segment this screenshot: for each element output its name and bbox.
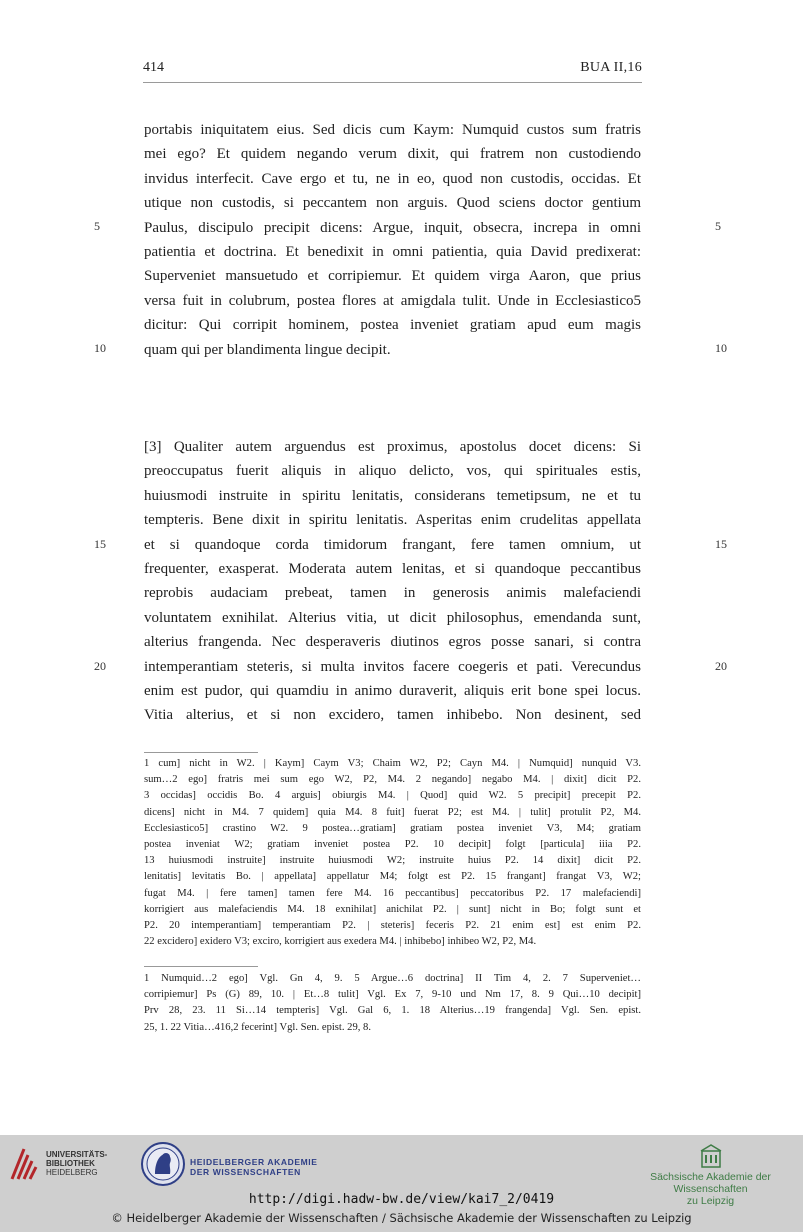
page-number: 414 [143,60,164,75]
source-line: 1 Numquid…2 ego] Vgl. Gn 4, 9. 5 Argue…6 doctrina] II Tim 4, 2. 7 Superveniet… [144,973,641,984]
apparatus-line: 3 occidas] occidis Bo. 4 arguis] obiurgis M4. | Quod] quid W2. 5 precipit] precepit P2. [144,790,641,802]
text-line: invidus interfecit. Cave ergo et tu, ne in eo, quod non custodis, occidas. Et [144,170,641,187]
saxon-academy-city: zu Leipzig [686,1195,735,1207]
text-line: quam qui per blandimenta lingue decipit. [144,341,391,358]
text-line: utique non custodis, si peccantem non arguis. Quod sciens doctor gentium [144,195,641,212]
page-header [143,60,642,83]
text-line: reprobis audaciam prebeat, tamen in generosis animis malefaciendi [144,585,641,602]
sources-divider [144,966,258,967]
text-line: alterius frangenda. Nec desperaveris diutinos egros posse sanari, si contra [144,634,641,651]
line-number-left: 20 [94,659,106,673]
line-number-right: 20 [715,659,727,673]
library-emblem-icon [10,1145,40,1181]
line-number-right: 5 [715,219,721,233]
copyright-notice: © Heidelberger Akademie der Wissenschaften / Sächsische Akademie der Wissenschaften zu Leipzig [111,1211,692,1225]
library-logo-text [46,1150,107,1177]
source-line: Prv 28, 23. 11 Si…14 tempteris] Vgl. Gal 6, 1. 18 Alterius…19 frangenda] Vgl. Sen. epist. [144,1005,641,1017]
apparatus-line: P2. 20 intemperantiam] temperantiam P2. | steteris] feceris P2. 21 enim est] est enim P2. [144,920,641,932]
text-line: mei ego? Et quidem negando verum dixit, qui fratrem non custodiendo [144,146,641,163]
text-line: Vitia alterius, et si non excidero, tamen inhibebo. Non desinent, sed [144,707,641,724]
apparatus-line: 1 cum] nicht in W2. | Kaym] Caym V3; Chaim W2, P2; Cayn M4. | Numquid] nunquid V3. [144,758,641,769]
library-city-line: HEIDELBERG [46,1168,98,1177]
apparatus-line: 22 excidero] exidero V3; exciro, korrigiert aus exedera M4. | inhibebo] inhibeo W2, P2, M4. [144,936,537,948]
main-text-paragraph-2 [144,435,641,728]
source-line: 25, 1. 22 Vitia…416,2 fecerint] Vgl. Sen. epist. 29, 8. [144,1021,372,1033]
apparatus-line: lenitatis] levitatis Bo. | appellata] appellatur M4; folgt est P2. 15 frangant] frangat V3, W2; [144,871,641,883]
text-line: dicitur: Qui corripit hominem, postea inveniet gratiam apud eum magis [144,317,641,334]
line-number-left: 5 [94,219,100,233]
text-line: tempteris. Bene dixit in spiritu lenitatis. Asperitas enim crudelitas appellata [144,512,641,529]
saxon-academy-name: Sächsische Akademie der Wissenschaften [650,1171,771,1195]
permalink-url[interactable]: http://digi.hadw-bw.de/view/kai7_2/0419 [248,1192,555,1207]
academy-name-line: DER WISSENSCHAFTEN [190,1167,301,1177]
text-line: voluntatem exnihilat. Alterius vitia, ut dicit philosophus, emendanda sunt, [144,609,641,626]
running-head: BUA II,16 [580,60,642,75]
line-number-left: 10 [94,341,106,355]
line-number-right: 15 [715,537,727,551]
line-number-left: 15 [94,537,106,551]
text-line: [3] Qualiter autem arguendus est proximus, apostolus docet dicens: Si [144,439,641,455]
critical-apparatus [144,756,641,950]
academy-seal-icon [140,1141,186,1187]
apparatus-line: postea inveniat W2; gratiam inveniet postea P2. 10 decipit] folgt [particula] iiia P2. [144,839,641,851]
apparatus-divider [144,752,258,753]
apparatus-line: sum…2 ego] fratris mei sum ego W2, P2, M4. 2 negando] negabo M4. | dixit] dicit P2. [144,774,641,786]
text-line: Paulus, discipulo precipit dicens: Argue, inquit, obsecra, increpa in omni [144,219,641,236]
heidelberg-academy-logo[interactable] [140,1141,320,1195]
university-library-logo[interactable] [8,1143,108,1183]
library-name-line: BIBLIOTHEK [46,1159,95,1168]
main-text-paragraph-1 [144,118,641,362]
text-line: huiusmodi instruite in spiritu lenitatis, considerans temetipsum, ne et tu [144,487,641,504]
apparatus-line: fugat M4. | fere tamen] tamen fere M4. 16 peccantibus] peccatoribus P2. 17 malefaciendi] [144,887,641,899]
apparatus-line: Ecclesiastico5] crastino W2. 9 postea…gratiam] gratiam postea inveniet V3, M4; gratiam [144,822,641,834]
building-icon [700,1143,722,1169]
text-line: intemperantiam steteris, si multa invitos facere coegeris et pati. Verecundus [144,658,641,675]
apparatus-line: 13 huiusmodi instruite] instruite huiusmodi W2; instruite huius P2. 14 dixit] dicit P2. [144,855,641,867]
library-name-line: UNIVERSITÄTS- [46,1150,108,1159]
academy-name-line: HEIDELBERGER AKADEMIE [190,1157,318,1167]
text-line: enim est pudor, qui quamdiu in animo duraverit, aliquis erit bone spei locus. [144,683,641,700]
text-line: frequenter, exasperat. Moderata autem lenitas, et si quandoque peccantibus [144,561,641,578]
text-line: et si quandoque corda timidorum frangant, fere tamen omnium, ut [144,536,641,553]
text-line: patientia et doctrina. Et benedixit in omni patientia, quia David predixerat: [144,244,641,261]
line-number-right: 10 [715,341,727,355]
apparatus-line: korrigiert aus malefaciendis M4. 18 exnihilat] anichilat P2. | sunt] nicht in Bo; folgt sunt et [144,903,641,915]
text-line: portabis iniquitatem eius. Sed dicis cum Kaym: Numquid custos sum fratris [144,122,641,138]
source-line: corripiemur] Ps (G) 89, 10. | Et…8 tulit] Vgl. Ex 7, 9-10 und Nm 17, 8. 9 Qui…10 decipit] [144,989,641,1001]
text-line: versa fuit in colubrum, postea flores at amigdala tulit. Unde in Ecclesiastico5 [144,292,641,309]
text-line: preoccupatus fuerit aliquis in aliquo delicto, vos, qui spirituales estis, [144,463,641,480]
source-references [144,971,641,1036]
academy-logo-text [190,1157,318,1177]
text-line: Superveniet mansuetudo et corripiemur. Et quidem virga Aaron, que prius [144,268,641,285]
apparatus-line: dicens] nicht in M4. 7 quidem] quia M4. 8 fuit] fuerat P2; est M4. | tulit] protulit P2, M4. [144,806,641,818]
